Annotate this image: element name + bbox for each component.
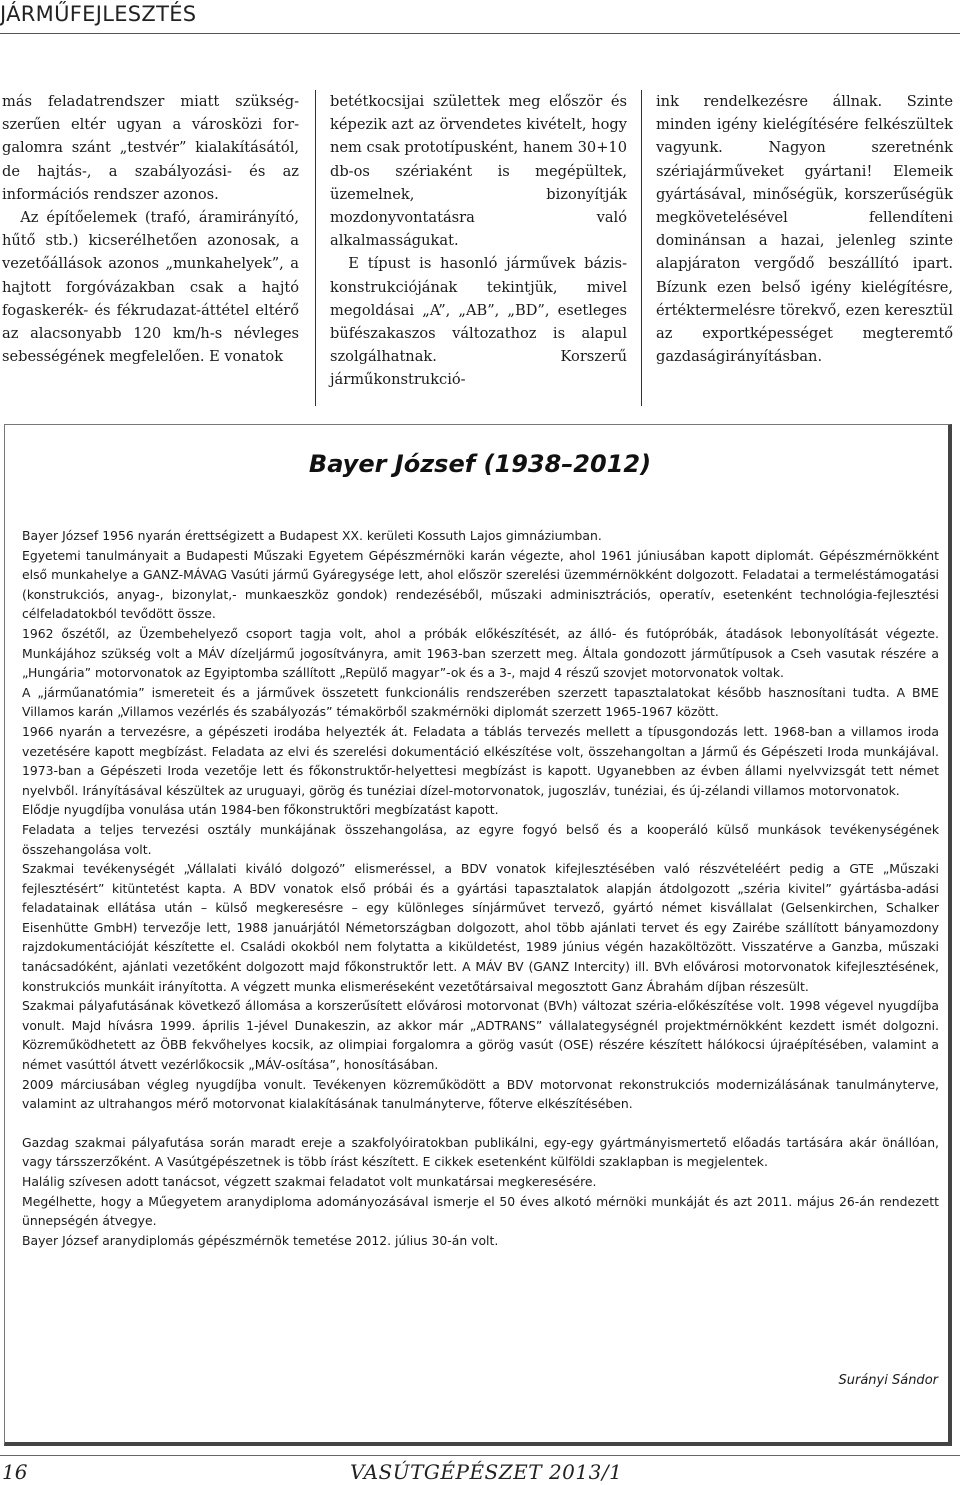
bio-paragraph: Bayer József aranydiplomás gépészmérnök temetése 2012. július 30-án volt. [22,1232,499,1248]
obituary-text [22,526,939,1250]
header-rule [0,33,960,34]
paragraph: más feladatrendszer miatt szükségszerűen eltér ugyan a városközi forgalomra szánt „testvér” kialakításától, de hajtás-, a szabályozási- és az információs rendszer azonos. [2,93,299,203]
author-signature: Surányi Sándor [838,1373,938,1388]
column-divider [641,90,642,406]
bio-paragraph: Halálig szívesen adott tanácsot, végzett szakmai feladatot volt munkatársai megkeresésére. [22,1174,597,1189]
bio-paragraph: Egyetemi tanulmányait a Budapesti Műszaki Egyetem Gépészmérnöki karán végezte, ahol 1961 júniusában kapott diplomát. Gépészmérnökként első munkahelye a GANZ-MÁVAG Vasúti jármű Gyáregysége lett, ahol először szerelési üzemmérnökként dolgozott. Feladatai a termeléstámogatási (konstrukciós, anyag-, bizonylat,- munkaeszköz gondok) rendezéséből, műszaki adminisztrációs, operatív, esetenként technológia-fejlesztési célfeladatokból tevődött össze. [22,547,939,622]
footer-rule [0,1455,960,1456]
article-column-2 [330,90,627,392]
bio-paragraph: 1966 nyarán a tervezésre, a gépészeti irodába helyezték át. Feladata a táblás tervezés mellett a típusgondozás lett. 1968-ban a villamos iroda vezetésére kapott megbízást. Feladata az elvi és szerelési dokumentáció elkészítése volt, összehangoltan a Jármű és Gépészeti Iroda munkájával. 1973-ban a Gépészeti Iroda vezetője lett és főkonstruktőr-helyettesi megbízást is kapott. Ugyanebben az évben állami nyelvvizsgát tett német nyelvből. Irányításával készültek az uruguayi, görög és tunéziai dízel-motorvonatok, jugoszláv, tunéziai, és új-zélandi villamos motorvonatok. [22,723,939,798]
bio-paragraph: Gazdag szakmai pályafutása során maradt ereje a szakfolyóiratokban publikálni, egy-egy gyártmányismertető előadás tartására akár önállóan, vagy társszerzőként. A Vasútgépészetnek is több írást készített. E cikkek esetenként külföldi szaklapban is megjelentek. [22,1134,939,1170]
journal-name: VASÚTGÉPÉSZET 2013/1 [350,1460,623,1484]
paragraph: ink rendelkezésre állnak. Szinte minden igény kielégítésére felkészültek vagyunk. Nagyon szeretnénk szériajárműveket gyártani! Elemeik gyártásával, minőségük, korszerűségük megkövetelésével fellendíteni dominánsan a hazai, jelenleg szinte alapjáraton vergődő beszállító ipart. Bízunk ezen belső igény kielégítésre, értéktermelésre törekvő, ezen keresztül az exportképességet megteremtő gazdaságirányításban. [656,93,953,366]
paragraph: E típust is hasonló járművek báziskonstrukciójának tekintjük, mivel megoldásai „A”, „AB”, „BD”, esetleges büfészakaszos változathoz is alapul szolgálhatnak. Korszerű járműkonstrukció- [330,255,627,389]
article-column-1 [2,90,299,368]
bio-paragraph: A „járműanatómia” ismereteit és a járművek összetett funkcionális rendszerében szerzett tapasztalatokat később hasznosítani tudta. A BME Villamos karán „Villamos vezérlés és szabályozás” témakörből szakmérnöki diplomát szerzett 1965-1967 között. [22,684,939,720]
bio-paragraph: Szakmai pályafutásának következő állomása a korszerűsített elővárosi motorvonat (BVh) változat széria-előkészítése volt. 1998 végevel nyugdíjba vonult. Majd hívásra 1999. április 1-jével Dunakeszin, az akkor már „ADTRANS” vállalategységnél projektmérnökként kezdett ismét dolgozni. Közreműködhetett az ÖBB fekvőhelyes kocsik, az olimpiai forgalomra a görög vasút (OSE) részére készített hálókocsi újraépítésében, valamint a német vasúttól átvett vezérlőkocsik „MÁV-osítása”, honosításában. [22,998,939,1073]
bio-paragraph: Bayer József 1956 nyarán érettségizett a Budapest XX. kerületi Kossuth Lajos gimnáziumban. [22,528,602,543]
page-number: 16 [2,1460,28,1484]
bio-paragraph: Megélhette, hogy a Műegyetem aranydiploma adományozásával ismerje el 50 éves alkotó mérnöki munkáját és azt 2011. május 26-án rendezett ünnepségén átvegye. [22,1193,939,1229]
bio-paragraph: 2009 márciusában végleg nyugdíjba vonult. Tevékenyen közreműködött a BDV motorvonat rekonstrukciós modernizálásának tanulmányterve, valamint az ultrahangos mérő motorvonat kialakításának tanulmányterve, főterve elkészítésében. [22,1076,939,1112]
bio-paragraph: Elődje nyugdíjba vonulása után 1984-ben főkonstruktőri megbízatást kapott. [22,802,499,818]
article-column-3 [656,90,953,368]
obituary-title: Bayer József (1938–2012) [308,450,652,478]
paragraph: Az építőelemek (trafó, áramirányító, hűtő stb.) kicserélhetően azonosak, a vezetőállások azonos „munkahelyek”, a hajtott forgóvázakban csak a hajtó fogaskerék- és fékrudazat-áttétel eltérő az alacsonyabb 120 km/h-s névleges sebességének megfelelően. E vonatok [2,209,299,366]
bio-paragraph: 1962 őszétől, az Üzembehelyező csoport tagja volt, ahol a próbák előkészítését, az álló- és futópróbák, átadások lebonyolítását végezte. Munkájához szükség volt a MÁV dízeljármű jogosítványra, amit 1963-ban szerzett meg. Általa gondozott járműtípusok a Cseh vasutak részére a „Hungária” motorvonatok az Egyiptomba szállított „Repülő magyar”-ok és a 3-, majd 4 részű szovjet motorvonatok voltak. [22,625,939,681]
bio-paragraph: Szakmai tevékenységét „Vállalati kiváló dolgozó” elismeréssel, a BDV vonatok kifejlesztésében való részvételéért pedig a GTE „Műszaki fejlesztésért” kitüntetést kapta. A BDV vonatok első próbái és a gyártási tapasztalatok alapján átdolgozott „széria kivitel” gyártásba-adási feladatainak ellátása után – külső megkeresésre – egy különleges sínjárművet tervező, gyártó német kisvállalat (Gelsenkirchen, Schalker Eisenhütte GmbH) tervezője lett, 1988 januárjától Németországban dolgozott, ahol több ajánlati tervet és egy Zairébe szállított bányamozdony rajzdokumentációját készítette el. Családi okokból nem folytatta a kiküldetést, 1989 június végén hazaköltözött. Visszatérve a Ganzba, műszaki tanácsadóként, ajánlati vezetőként dolgozott majd főkonstruktőr lett. A MÁV BV (GANZ Intercity) ill. BVh elővárosi motorvonatok kifejlesztésének, konstrukciós munkáit irányította. A végzett munka elismeréseként vezetőtársaival megosztott Ganz Ábrahám díjban részesült. [22,861,939,994]
column-divider [315,90,316,406]
paragraph: betétkocsijai születtek meg először és képezik azt az örvendetes kivételt, hogy nem csak prototípusként, hanem 30+10 db-os szériaként is megépültek, üzemelnek, bizonyítják mozdonyvontatásra való alkalmasságukat. [330,93,627,250]
section-title: JÁRMŰFEJLESZTÉS [0,2,197,26]
bio-paragraph: Feladata a teljes tervezési osztály munkájának összehangolása, az egyre fogyó belső és a kooperáló külső munkások tevékenységének összehangolása volt. [22,821,939,857]
